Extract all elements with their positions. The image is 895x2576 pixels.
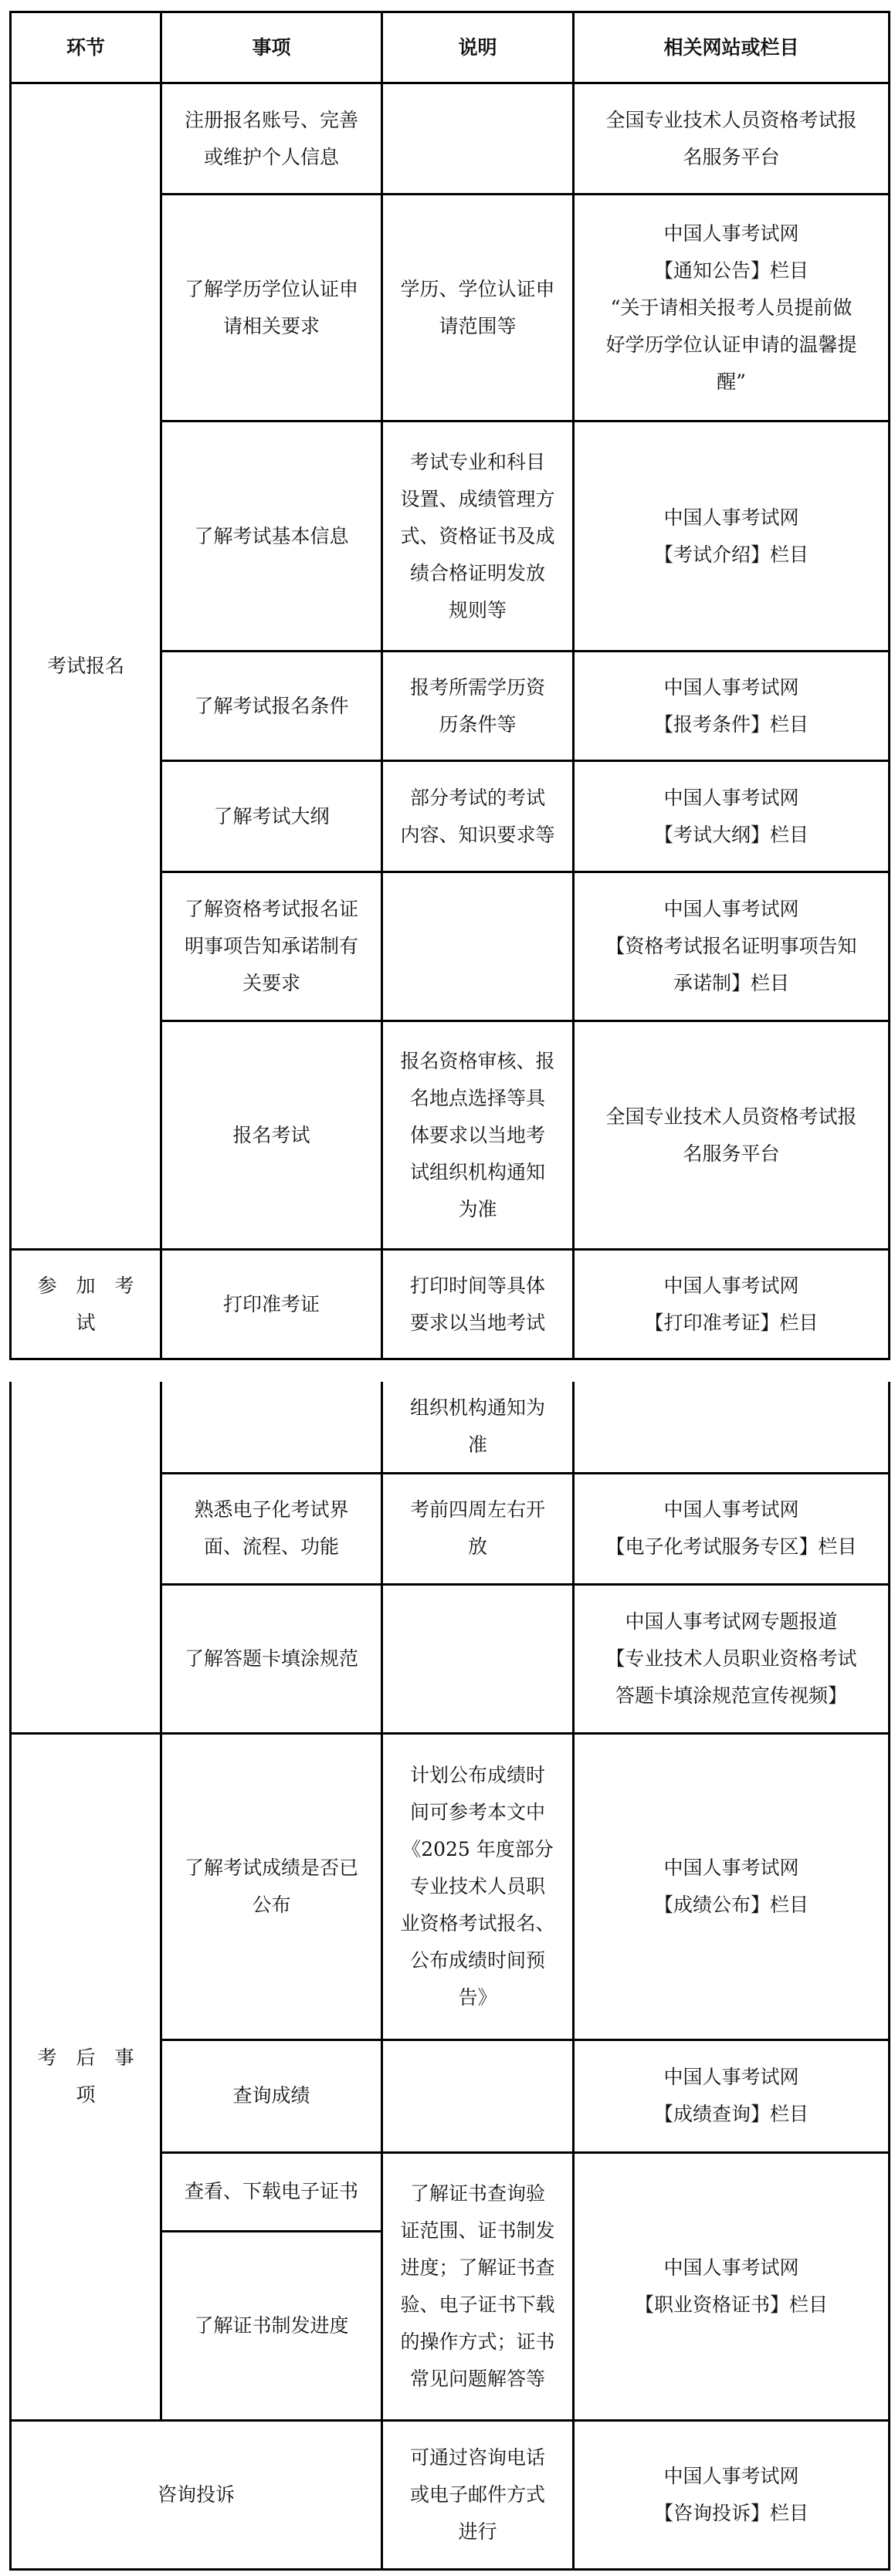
section-after-exam: 考 后 事 项	[11, 1733, 161, 2420]
description-cell	[382, 872, 574, 1021]
description-cell: 计划公布成绩时 间可参考本文中 《2025 年度部分 专业技术人员职 业资格考试报名、 公布成绩时间预 告》	[382, 1733, 574, 2039]
website-cell	[574, 1382, 890, 1473]
table-row	[11, 1733, 890, 2039]
website-cell: 中国人事考试网 【考试介绍】栏目	[574, 421, 890, 652]
table-row	[11, 83, 890, 195]
description-cell	[382, 83, 574, 195]
item-cell: 了解资格考试报名证 明事项告知承诺制有 关要求	[161, 872, 382, 1021]
website-cell: 中国人事考试网 【打印准考证】栏目	[574, 1250, 890, 1359]
description-cell: 组织机构通知为 准	[382, 1382, 574, 1473]
item-cell	[161, 1382, 382, 1473]
exam-guide-table-part-1	[9, 11, 890, 1360]
table-row	[11, 2420, 890, 2569]
description-cell: 学历、学位认证申 请范围等	[382, 195, 574, 421]
item-cell: 了解答题卡填涂规范	[161, 1584, 382, 1733]
website-cell: 中国人事考试网专题报道 【专业技术人员职业资格考试 答题卡填涂规范宣传视频】	[574, 1584, 890, 1733]
table-row	[11, 1250, 890, 1359]
header-stage: 环节	[11, 12, 161, 83]
description-cell: 考前四周左右开 放	[382, 1473, 574, 1584]
item-cell: 熟悉电子化考试界 面、流程、功能	[161, 1473, 382, 1584]
description-cell: 了解证书查询验 证范围、证书制发 进度；了解证书查 验、电子证书下载 的操作方式；证书 常见问题解答等	[382, 2152, 574, 2420]
description-cell: 报名资格审核、报 名地点选择等具 体要求以当地考 试组织机构通知 为准	[382, 1021, 574, 1250]
exam-guide-table-part-2	[9, 1382, 890, 2571]
item-cell: 查看、下载电子证书	[161, 2152, 382, 2231]
description-cell: 考试专业和科目 设置、成绩管理方 式、资格证书及成 绩合格证明发放 规则等	[382, 421, 574, 652]
header-row	[11, 12, 890, 83]
website-cell: 中国人事考试网 【资格考试报名证明事项告知 承诺制】栏目	[574, 872, 890, 1021]
section-registration: 考试报名	[11, 83, 161, 1250]
item-cell: 打印准考证	[161, 1250, 382, 1359]
description-cell: 打印时间等具体 要求以当地考试	[382, 1250, 574, 1359]
website-cell: 中国人事考试网 【职业资格证书】栏目	[574, 2152, 890, 2420]
description-cell: 报考所需学历资 历条件等	[382, 652, 574, 761]
description-cell	[382, 2039, 574, 2152]
section-exam-continued	[11, 1382, 161, 1733]
website-cell: 中国人事考试网 【成绩查询】栏目	[574, 2039, 890, 2152]
item-cell: 注册报名账号、完善 或维护个人信息	[161, 83, 382, 195]
item-cell: 了解考试基本信息	[161, 421, 382, 652]
website-cell: 中国人事考试网 【咨询投诉】栏目	[574, 2420, 890, 2569]
table-row-continued	[11, 1382, 890, 1473]
website-cell: 全国专业技术人员资格考试报 名服务平台	[574, 83, 890, 195]
description-cell: 部分考试的考试 内容、知识要求等	[382, 761, 574, 872]
section-exam: 参 加 考 试	[11, 1250, 161, 1359]
item-cell-consult: 咨询投诉	[11, 2420, 382, 2569]
website-cell: 中国人事考试网 【报考条件】栏目	[574, 652, 890, 761]
item-cell: 了解考试大纲	[161, 761, 382, 872]
item-cell: 报名考试	[161, 1021, 382, 1250]
header-item: 事项	[161, 12, 382, 83]
description-cell	[382, 1584, 574, 1733]
header-website: 相关网站或栏目	[574, 12, 890, 83]
description-cell: 可通过咨询电话 或电子邮件方式 进行	[382, 2420, 574, 2569]
item-cell: 查询成绩	[161, 2039, 382, 2152]
website-cell: 中国人事考试网 【考试大纲】栏目	[574, 761, 890, 872]
website-cell: 全国专业技术人员资格考试报 名服务平台	[574, 1021, 890, 1250]
item-cell: 了解考试成绩是否已 公布	[161, 1733, 382, 2039]
website-cell: 中国人事考试网 【成绩公布】栏目	[574, 1733, 890, 2039]
item-cell: 了解学历学位认证申 请相关要求	[161, 195, 382, 421]
header-description: 说明	[382, 12, 574, 83]
item-cell: 了解证书制发进度	[161, 2231, 382, 2420]
website-cell: 中国人事考试网 【电子化考试服务专区】栏目	[574, 1473, 890, 1584]
website-cell: 中国人事考试网 【通知公告】栏目 “关于请相关报考人员提前做 好学历学位认证申请的温馨提 醒”	[574, 195, 890, 421]
item-cell: 了解考试报名条件	[161, 652, 382, 761]
